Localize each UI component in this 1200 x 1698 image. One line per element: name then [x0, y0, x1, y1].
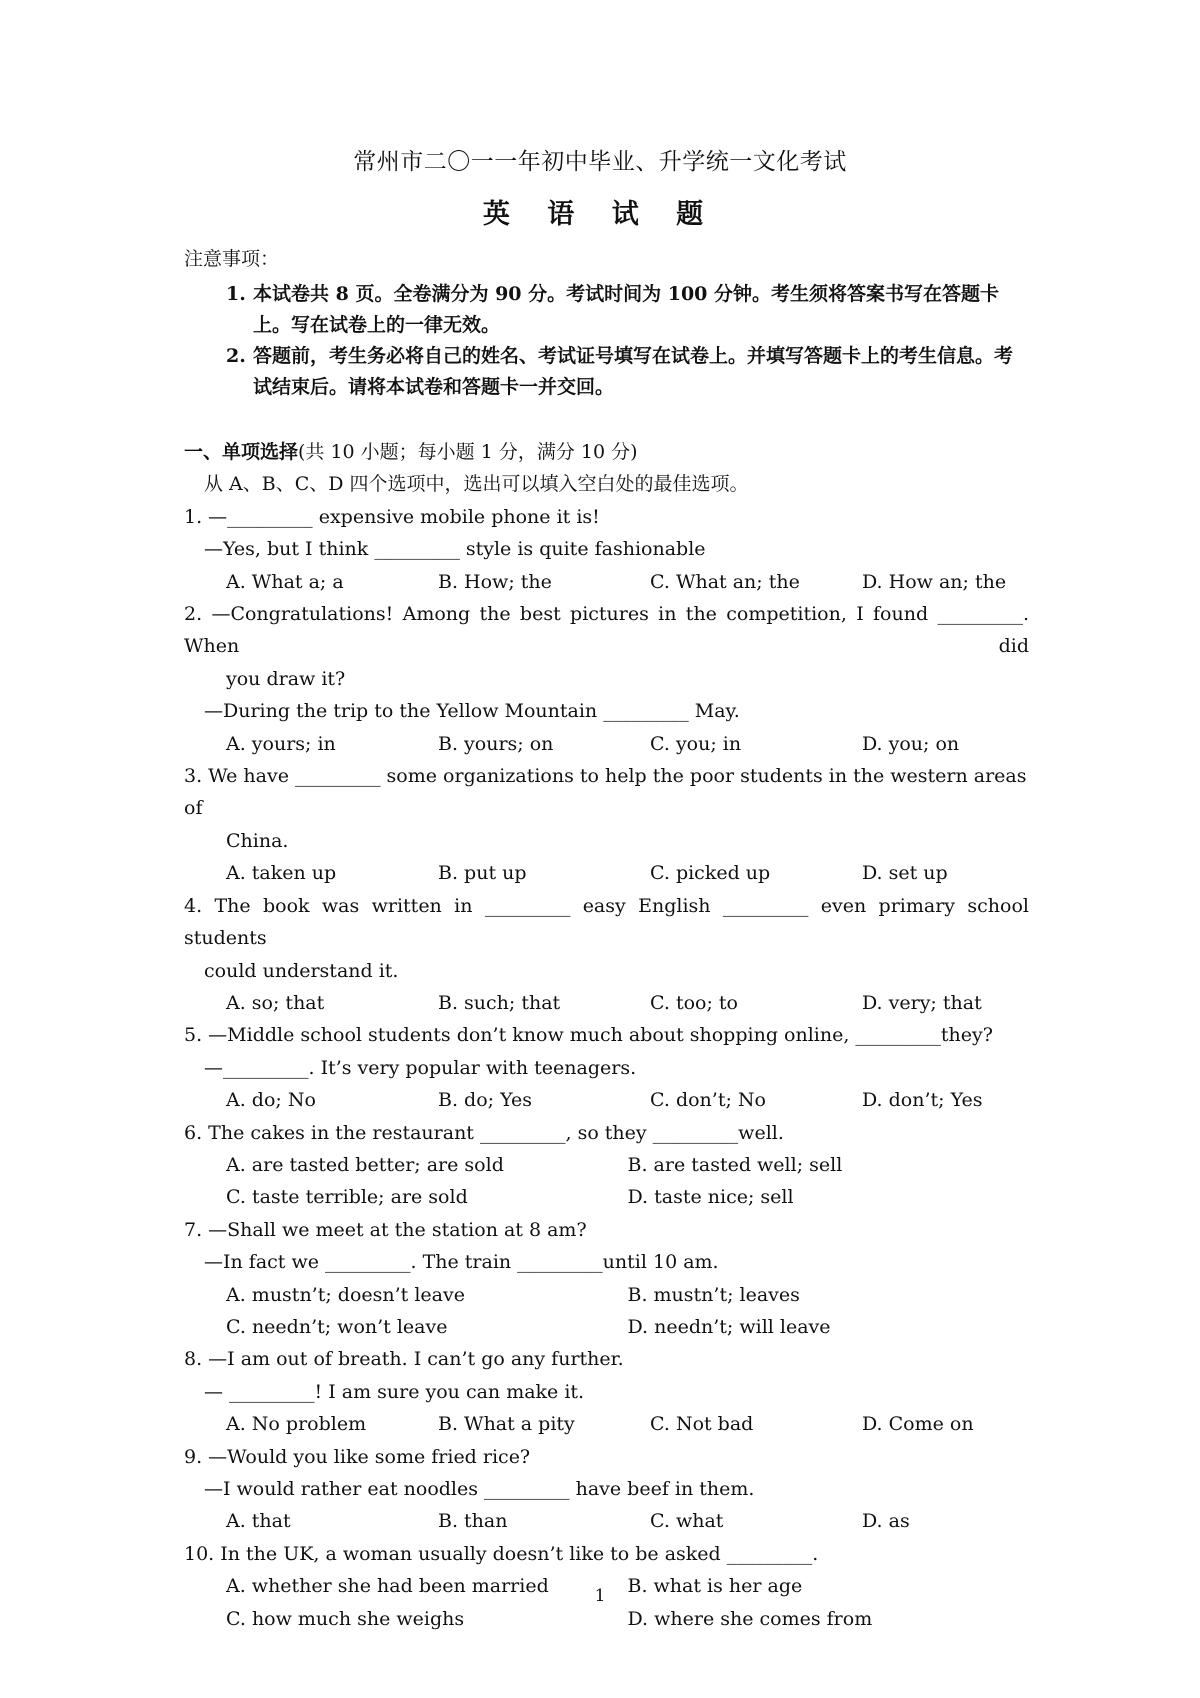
- option-c: C. taste terrible; are sold: [226, 1186, 468, 1209]
- exam-subtitle: 英 语 试 题: [482, 199, 718, 230]
- question-stem-continued: could understand it.: [204, 959, 399, 982]
- option-b: B. yours; on: [438, 732, 554, 755]
- section-instruction: 从 A、B、C、D 四个选项中，选出可以填入空白处的最佳选项。: [204, 473, 749, 496]
- option-d: D. as: [862, 1510, 910, 1533]
- options-row: [184, 566, 1029, 598]
- option-c: C. what: [650, 1510, 724, 1533]
- option-c: C. how much she weighs: [226, 1607, 465, 1630]
- options-row: [184, 1603, 1029, 1635]
- question-reply: — _________! I am sure you can make it.: [204, 1380, 585, 1403]
- notice-block: [184, 244, 1024, 403]
- question-7: [184, 1214, 1029, 1344]
- option-c: C. What an; the: [650, 570, 800, 593]
- option-c: C. you; in: [650, 732, 742, 755]
- page-number: 1: [594, 1586, 606, 1606]
- option-c: C. too; to: [650, 991, 738, 1014]
- options-row: [184, 1149, 1029, 1181]
- notice-item-number: 2.: [226, 345, 246, 367]
- question-3: [184, 760, 1029, 890]
- option-b: B. put up: [438, 862, 527, 885]
- option-a: A. yours; in: [226, 732, 336, 755]
- question-9: [184, 1441, 1029, 1538]
- question-6: [184, 1117, 1029, 1214]
- option-d: D. don’t; Yes: [862, 1089, 983, 1112]
- options-row: [184, 1084, 1029, 1116]
- question-stem-continued: you draw it?: [226, 667, 346, 690]
- question-reply: —Yes, but I think _________ style is quite fashionable: [204, 538, 706, 561]
- question-stem: 3. We have _________ some organizations to help the poor students in the western areas of: [184, 765, 1027, 820]
- option-b: B. than: [438, 1510, 508, 1533]
- options-row: [184, 728, 1029, 760]
- option-d: D. you; on: [862, 732, 960, 755]
- question-reply: —_________. It’s very popular with teenagers.: [204, 1056, 637, 1079]
- options-row: [184, 1408, 1029, 1440]
- option-a: A. whether she had been married: [226, 1575, 549, 1598]
- option-a: A. that: [226, 1510, 291, 1533]
- question-stem-continued: China.: [226, 829, 289, 852]
- question-2: [184, 598, 1029, 760]
- question-stem: 10. In the UK, a woman usually doesn’t like to be asked _________.: [184, 1542, 819, 1565]
- question-reply: —In fact we _________. The train _________until 10 am.: [204, 1251, 719, 1274]
- options-row: [184, 1279, 1029, 1311]
- option-d: D. where she comes from: [627, 1607, 873, 1630]
- option-a: A. mustn’t; doesn’t leave: [226, 1283, 465, 1306]
- option-a: A. taken up: [226, 862, 337, 885]
- question-reply: —During the trip to the Yellow Mountain _________ May.: [204, 700, 740, 723]
- question-stem: 5. —Middle school students don’t know much about shopping online, _________they?: [184, 1024, 993, 1047]
- question-8: [184, 1343, 1029, 1440]
- option-a: A. are tasted better; are sold: [226, 1153, 504, 1176]
- question-4: [184, 890, 1029, 1020]
- question-stem: 4. The book was written in _________ easy English _________ even primary school students: [184, 894, 1029, 950]
- section-title: [184, 436, 1029, 468]
- question-1: [184, 501, 1029, 598]
- options-row: [184, 857, 1029, 889]
- option-b: B. such; that: [438, 991, 561, 1014]
- question-5: [184, 1019, 1029, 1116]
- option-a: A. No problem: [226, 1413, 367, 1436]
- exam-title: 常州市二〇一一年初中毕业、升学统一文化考试: [353, 149, 847, 175]
- question-stem: 1. —_________ expensive mobile phone it is!: [184, 505, 600, 528]
- notice-item: [184, 279, 1024, 341]
- option-b: B. mustn’t; leaves: [627, 1283, 800, 1306]
- option-d: D. Come on: [862, 1413, 974, 1436]
- option-c: C. don’t; No: [650, 1089, 766, 1112]
- option-d: D. taste nice; sell: [627, 1186, 794, 1209]
- notice-item-number: 1.: [226, 283, 246, 305]
- options-row: [184, 1311, 1029, 1343]
- option-b: B. What a pity: [438, 1413, 575, 1436]
- option-a: A. so; that: [226, 991, 325, 1014]
- question-reply: —I would rather eat noodles _________ have beef in them.: [204, 1478, 755, 1500]
- option-b: B. what is her age: [627, 1575, 803, 1598]
- option-a: A. do; No: [226, 1089, 316, 1112]
- question-stem: 6. The cakes in the restaurant _________, so they _________well.: [184, 1121, 784, 1144]
- notice-item: [184, 341, 1024, 403]
- option-d: D. set up: [862, 862, 948, 885]
- notice-title: 注意事项：: [184, 248, 280, 270]
- option-c: C. picked up: [650, 862, 771, 885]
- question-stem: 2. —Congratulations! Among the best pictures in the competition, I found _________. When did: [184, 603, 1029, 658]
- options-row: [184, 1505, 1029, 1537]
- options-row: [184, 1181, 1029, 1213]
- question-stem: 7. —Shall we meet at the station at 8 am?: [184, 1218, 587, 1241]
- question-stem: 8. —I am out of breath. I can’t go any further.: [184, 1348, 624, 1371]
- option-d: D. very; that: [862, 991, 982, 1014]
- option-b: B. do; Yes: [438, 1089, 532, 1112]
- notice-item-text: 本试卷共 8 页。全卷满分为 90 分。考试时间为 100 分钟。考生须将答案书写在答题卡上。写在试卷上的一律无效。: [253, 283, 1000, 336]
- options-row: [184, 987, 1029, 1019]
- option-b: B. How; the: [438, 570, 552, 593]
- option-c: C. needn’t; won’t leave: [226, 1315, 448, 1338]
- question-stem: 9. —Would you like some fried rice?: [184, 1445, 531, 1468]
- section-title-scoring: (共 10 小题；每小题 1 分，满分 10 分): [298, 441, 638, 463]
- section-single-choice: [184, 436, 1029, 1635]
- option-b: B. are tasted well; sell: [627, 1153, 843, 1176]
- notice-item-text: 答题前，考生务必将自己的姓名、考试证号填写在试卷上。并填写答题卡上的考生信息。考试结束后。请将本试卷和答题卡一并交回。: [253, 345, 1014, 398]
- option-d: D. How an; the: [862, 570, 1007, 593]
- option-a: A. What a; a: [226, 570, 344, 593]
- option-d: D. needn’t; will leave: [627, 1315, 831, 1338]
- section-title-main: 一、单项选择: [184, 441, 299, 463]
- option-c: C. Not bad: [650, 1413, 754, 1436]
